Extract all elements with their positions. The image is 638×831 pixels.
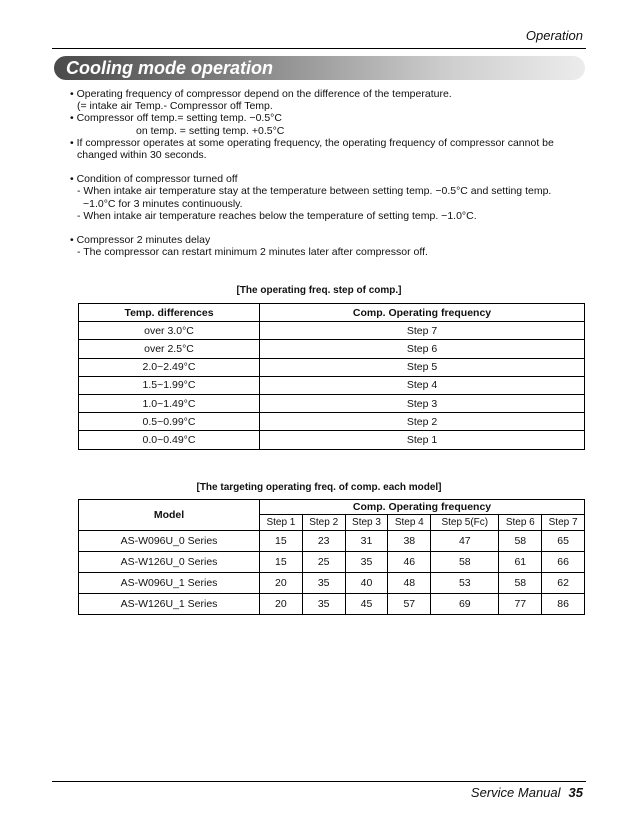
step-header: Step 5(Fc)	[431, 515, 499, 531]
footer-label: Service Manual	[470, 785, 561, 800]
header-rule	[52, 48, 586, 49]
frequency-cell: 61	[499, 552, 542, 573]
frequency-cell: 20	[260, 594, 303, 615]
footer	[471, 785, 583, 800]
frequency-cell: 53	[431, 573, 499, 594]
table-row	[79, 358, 585, 376]
table-cell: 1.0~1.49°C	[79, 394, 260, 412]
step-header: Step 6	[499, 515, 542, 531]
table1-caption: [The operating freq. step of comp.]	[236, 285, 402, 296]
frequency-cell: 58	[431, 552, 499, 573]
model-cell: AS-W096U_1 Series	[79, 573, 260, 594]
step-table	[78, 303, 585, 450]
table-cell: Step 1	[260, 431, 585, 449]
table-row	[79, 531, 585, 552]
model-cell: AS-W096U_0 Series	[79, 531, 260, 552]
frequency-cell: 47	[431, 531, 499, 552]
table-row	[79, 594, 585, 615]
step-header: Step 3	[345, 515, 388, 531]
frequency-cell: 40	[345, 573, 388, 594]
table-cell: Step 3	[260, 394, 585, 412]
table-row	[79, 394, 585, 412]
paragraph: - The compressor can restart minimum 2 minutes later after compressor off.	[77, 246, 428, 259]
table-row	[79, 340, 585, 358]
table-cell: 0.0~0.49°C	[79, 431, 260, 449]
model-cell: AS-W126U_1 Series	[79, 594, 260, 615]
step-header: Step 4	[388, 515, 431, 531]
footer-rule	[52, 781, 586, 782]
paragraph: (= intake air Temp.- Compressor off Temp.	[77, 100, 273, 113]
frequency-cell: 86	[542, 594, 585, 615]
table-cell: 1.5~1.99°C	[79, 376, 260, 394]
table-cell: Step 2	[260, 413, 585, 431]
frequency-cell: 69	[431, 594, 499, 615]
frequency-cell: 15	[260, 531, 303, 552]
paragraph: changed within 30 seconds.	[77, 149, 207, 162]
frequency-cell: 25	[302, 552, 345, 573]
step-header: Step 2	[302, 515, 345, 531]
frequency-cell: 35	[345, 552, 388, 573]
table-cell: over 2.5°C	[79, 340, 260, 358]
table-row	[79, 573, 585, 594]
frequency-cell: 66	[542, 552, 585, 573]
frequency-cell: 46	[388, 552, 431, 573]
paragraph: • Condition of compressor turned off	[70, 173, 238, 186]
page-number: 35	[568, 785, 583, 800]
model-cell: AS-W126U_0 Series	[79, 552, 260, 573]
frequency-cell: 23	[302, 531, 345, 552]
table-row	[79, 552, 585, 573]
paragraph: on temp. = setting temp. +0.5°C	[136, 124, 285, 137]
frequency-cell: 35	[302, 594, 345, 615]
frequency-cell: 58	[499, 531, 542, 552]
title-bar	[54, 56, 585, 80]
step-header: Step 1	[260, 515, 303, 531]
page-title: Cooling mode operation	[66, 58, 273, 78]
table-cell: Step 7	[260, 322, 585, 340]
paragraph: • Compressor off temp.= setting temp. −0.5°C	[70, 112, 282, 125]
frequency-cell: 57	[388, 594, 431, 615]
table-cell: Step 5	[260, 358, 585, 376]
paragraph: • Operating frequency of compressor depend on the difference of the temperature.	[70, 88, 452, 100]
frequency-cell: 15	[260, 552, 303, 573]
table-cell: 2.0~2.49°C	[79, 358, 260, 376]
frequency-cell: 20	[260, 573, 303, 594]
step-header: Step 7	[542, 515, 585, 531]
table-header: Comp. Operating frequency	[260, 500, 585, 515]
table-row	[79, 413, 585, 431]
table-row	[79, 431, 585, 449]
frequency-cell: 48	[388, 573, 431, 594]
frequency-cell: 35	[302, 573, 345, 594]
table-header: Comp. Operating frequency	[260, 304, 585, 322]
paragraph: • If compressor operates at some operating frequency, the operating frequency of compressor cannot be	[70, 136, 554, 149]
frequency-cell: 65	[542, 531, 585, 552]
table-cell: 0.5~0.99°C	[79, 413, 260, 431]
frequency-cell: 62	[542, 573, 585, 594]
section-label: Operation	[525, 28, 583, 43]
frequency-cell: 77	[499, 594, 542, 615]
frequency-cell: 38	[388, 531, 431, 552]
body-text	[70, 88, 590, 258]
table2-caption: [The targeting operating freq. of comp. each model]	[196, 482, 442, 493]
frequency-cell: 45	[345, 594, 388, 615]
model-frequency-table	[78, 499, 585, 615]
table-cell: over 3.0°C	[79, 322, 260, 340]
table-row	[79, 322, 585, 340]
paragraph: • Compressor 2 minutes delay	[70, 234, 211, 247]
table-cell: Step 4	[260, 376, 585, 394]
frequency-cell: 58	[499, 573, 542, 594]
frequency-cell: 31	[345, 531, 388, 552]
table-row	[79, 376, 585, 394]
paragraph: - When intake air temperature stay at the temperature between setting temp. −0.5°C and setting temp.	[77, 185, 552, 198]
paragraph: - When intake air temperature reaches below the temperature of setting temp. −1.0°C.	[77, 209, 477, 222]
paragraph: −1.0°C for 3 minutes continuously.	[83, 197, 243, 210]
table-header: Temp. differences	[79, 304, 260, 322]
table-cell: Step 6	[260, 340, 585, 358]
table-header: Model	[79, 500, 260, 531]
